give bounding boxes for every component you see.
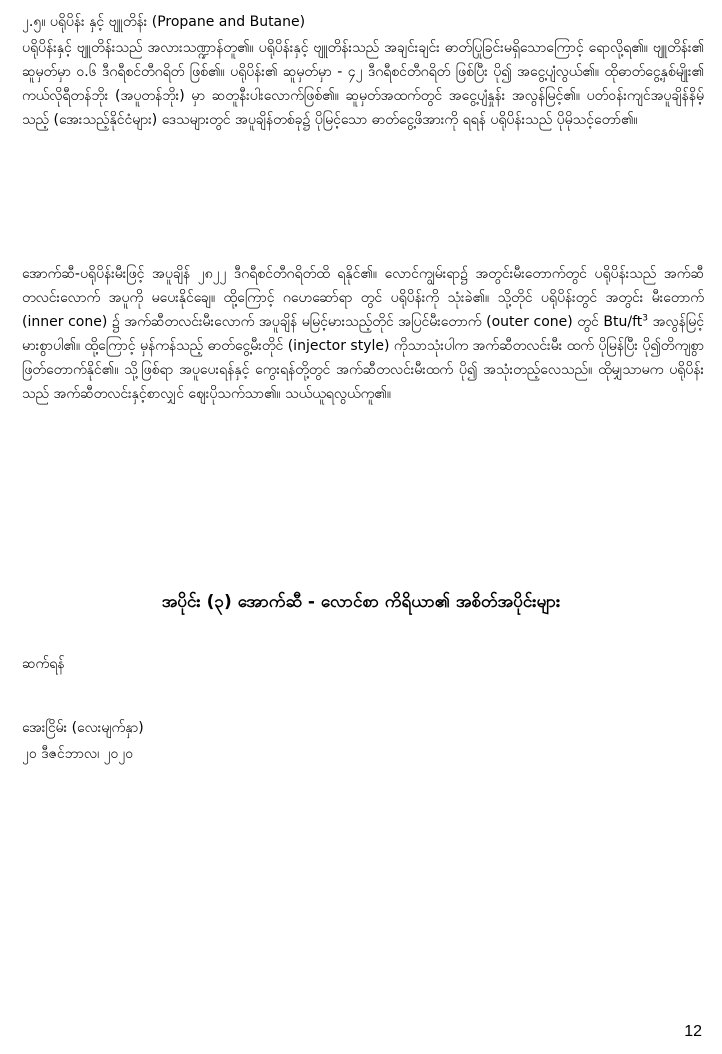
superscript-exponent: 3 (642, 313, 648, 324)
continued-label: ဆက်ရန် (22, 656, 65, 672)
paragraph-properties: ပရိုပိန်းနှင့် ဗျူတိန်းသည် အလားသဏ္ဍာန်တူ၏။ ပရိုပိန်းနှင့် ဗျူတိန်းသည် အချင်းချင်း ဓာတ်ပြုခြင်းမရှိသောကြောင့် ရောလို့ရ၏။ ဗျူတိန်း၏ ဆူမှတ်မှာ ၀.၆ ဒီဂရီစင်တီဂရိတ် ဖြစ်၏။ ပရိုပိန်း၏ ဆူမှတ်မှာ - ၄၂ ဒီဂရီစင်တီဂရိတ် ဖြစ်ပြီး ပို၍ အငွေ့ပျံလွယ်၏။ ထိုဓာတ်ငွေ့နှစ်မျိုး၏ ကယ်လိုရီတန်ဘိုး (အပူတန်ဘိုး) မှာ ဆတူနီးပါးလောက်ဖြစ်၏။ ဆူမှတ်အထက်တွင် အငွေ့ပျံနှုန်း အလွန်မြင့်၏။ ပတ်ဝန်းကျင်အပူချိန်နိမ့်သည့် (အေးသည့်နိုင်ငံများ) ဒေသများတွင် အပူချိန်တစ်ခု၌ ပိုမြင့်သော ဓာတ်ငွေ့ဖိအားကို ရရန် ပရိုပိန်းသည် ပိုမိုသင့်တော်၏။ (22, 40, 704, 128)
paragraph-oxy-propane-text-a: အောက်ဆီ-ပရိုပိန်းမီးဖြင့် အပူချိန် ၂၈၂၂ ဒီဂရီစင်တီဂရိတ်ထိ ရနိုင်၏။ လောင်ကျွမ်းရာ၌ အတွင်းမီးတောက်တွင် ပရိုပိန်းသည် အက်ဆီတလင်းလောက် အပူကို မပေးနိုင်ချေ။ ထို့ကြောင့် ဂဟေဆော်ရာ တွင် ပရိုပိန်းကို သုံးခဲ၏။ သို့တိုင် ပရိုပိန်းတွင် အတွင်း မီးတောက် (inner cone) ၌ အက်ဆီတလင်းမီးလောက် အပူချိန် မမြင့်မားသည့်တိုင် အပြင်မီးတောက် (outer cone) တွင် Btu/ft (22, 266, 704, 330)
part-title: အပိုင်း (၃) အောက်ဆီ - လောင်စာ ကိရိယာ၏ အစိတ်အပိုင်းများ (161, 592, 561, 612)
paragraph-oxy-propane (22, 262, 704, 522)
author-name: အေးငြိမ်း (လေးမျက်နှာ) (22, 720, 144, 736)
page-number: 12 (684, 1023, 702, 1040)
paragraph-oxy-propane-text-b: အလွန်မြင့်မားစွာပါ၏။ ထို့ကြောင့် မှန်ကန်သည့် ဓာတ်ငွေ့မီးတိုင် (injector style) ကိုသာသုံးပါက အက်ဆီတလင်းမီး ထက် ပိုမြန်ပြီး ပို၍တိကျစွာ ဖြတ်တောက်နိုင်၏။ သို့ဖြစ်ရာ အပူပေးရန်နှင့် ကွေးရန်တို့တွင် အက်ဆီတလင်းမီးထက် ပို၍ အသုံးတည့်လေသည်။ ထိုမျှသာမက ပရိုပိန်းသည် အက်ဆီတလင်းနှင့်စာလျှင် ဈေးပိုသက်သာ၏။ သယ်ယူရလွယ်ကူ၏။ (22, 314, 704, 402)
date-line: ၂၀ ဒီဇင်ဘာလ၊ ၂၀၂၀ (22, 746, 134, 762)
section-heading: ၂.၅။ ပရိုပိန်း နှင့် ဗျူတိန်း (Propane and Butane) (22, 14, 306, 30)
